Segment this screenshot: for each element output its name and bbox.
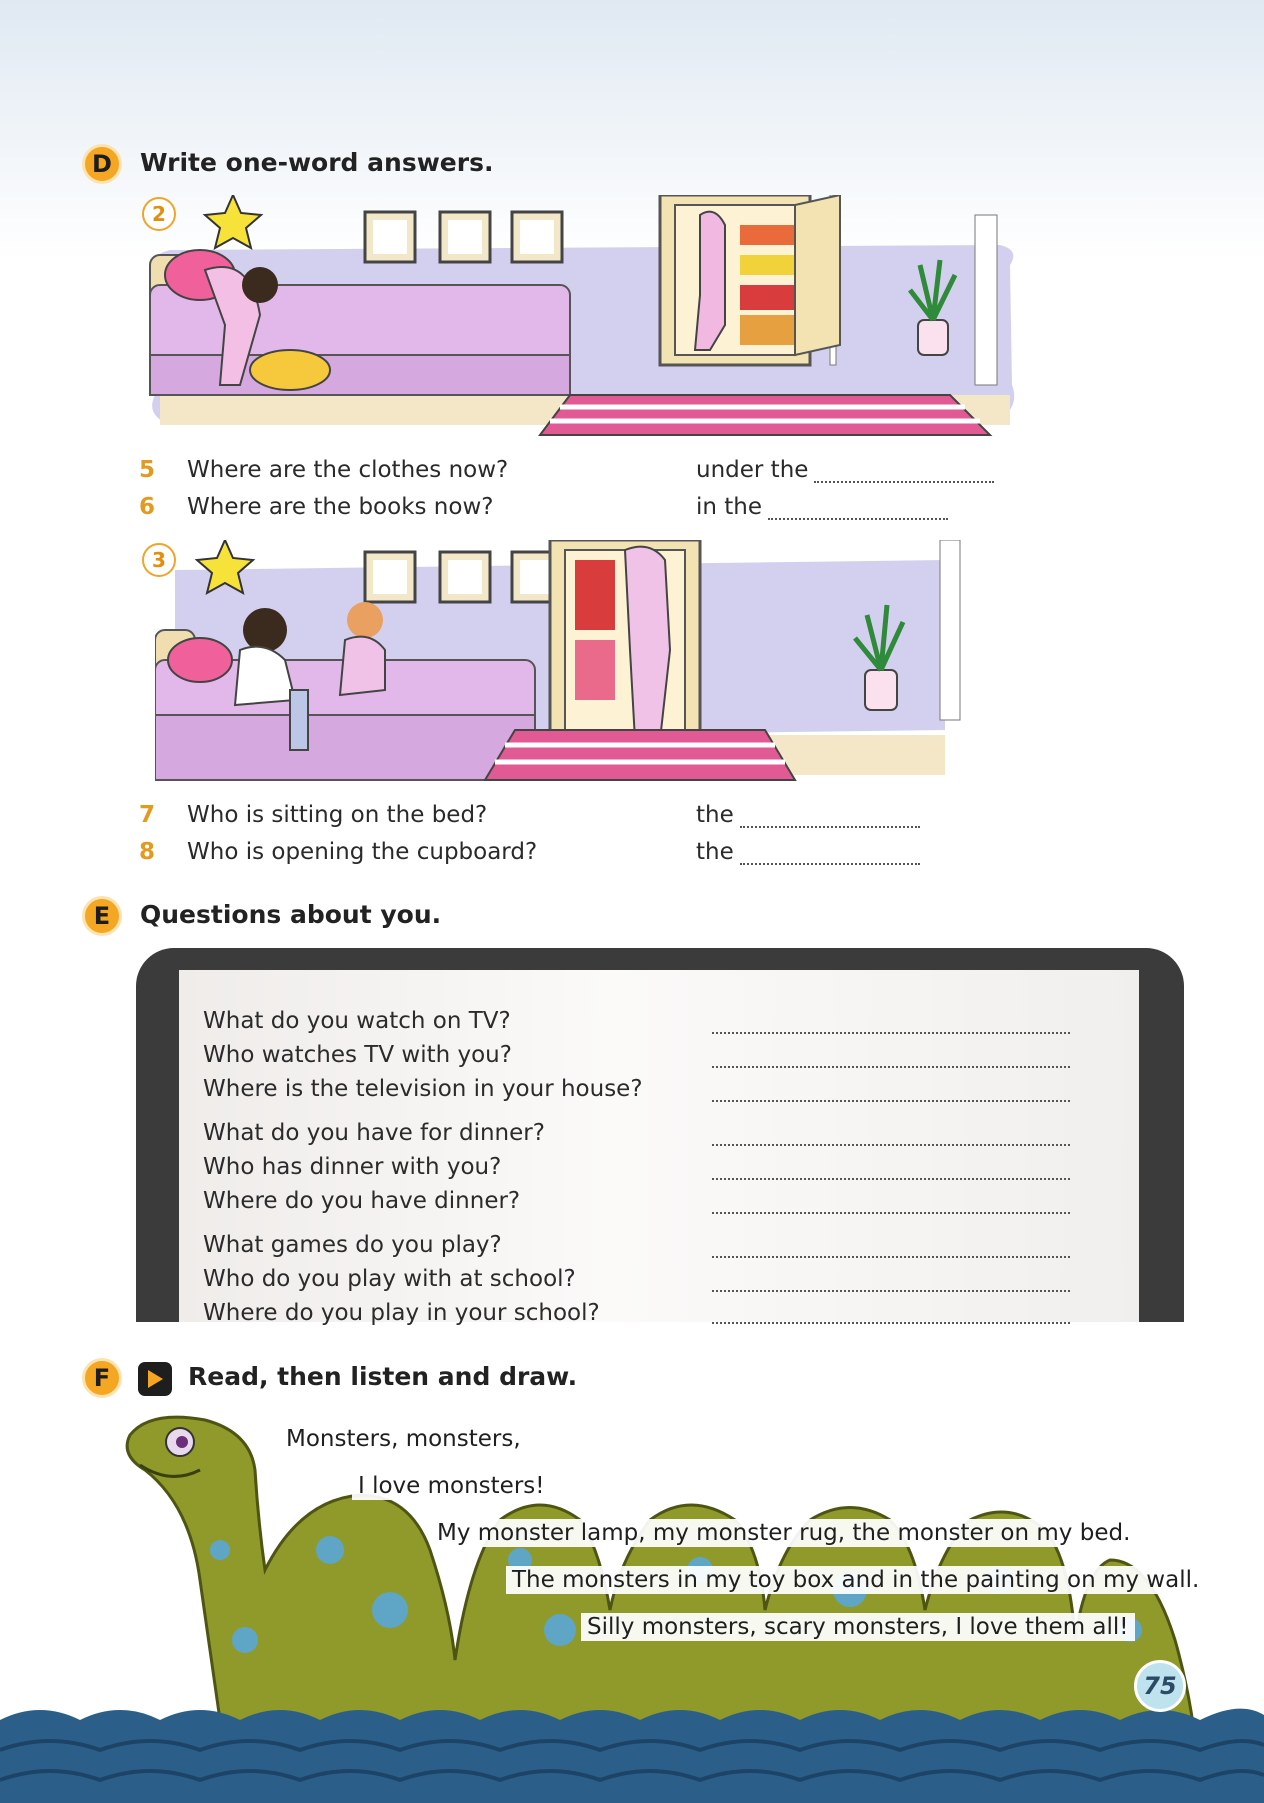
poem-line: Silly monsters, scary monsters, I love them all! xyxy=(581,1613,1135,1641)
question-text: Where do you have dinner? xyxy=(203,1188,521,1214)
section-f-badge: F xyxy=(82,1358,122,1398)
question-text: Who is opening the cupboard? xyxy=(187,839,538,865)
sea-monster-illustration xyxy=(0,1410,1264,1803)
question-text: What do you watch on TV? xyxy=(203,1008,511,1034)
section-e-badge: E xyxy=(82,896,122,936)
answer-line[interactable] xyxy=(712,1032,1070,1034)
tv-screen xyxy=(179,970,1139,1326)
question-number: 5 xyxy=(139,457,156,483)
answer-field[interactable] xyxy=(696,457,994,483)
question-text: Where are the clothes now? xyxy=(187,457,509,483)
picture-number-2: 2 xyxy=(142,197,176,231)
bedroom-scene-2 xyxy=(155,540,965,790)
answer-line[interactable] xyxy=(712,1066,1070,1068)
question-row xyxy=(0,802,1264,832)
page-number: 75 xyxy=(1134,1660,1186,1712)
star-icon xyxy=(205,195,261,248)
question-row xyxy=(0,839,1264,869)
question-text: What do you have for dinner? xyxy=(203,1120,545,1146)
poem-line: My monster lamp, my monster rug, the monster on my bed. xyxy=(431,1519,1136,1547)
section-f-title: Read, then listen and draw. xyxy=(188,1362,578,1391)
answer-prefix: the xyxy=(696,802,734,828)
section-e-title: Questions about you. xyxy=(140,900,442,929)
question-text: Who do you play with at school? xyxy=(203,1266,576,1292)
question-number: 6 xyxy=(139,494,156,520)
answer-line[interactable] xyxy=(712,1100,1070,1102)
picture-number-3: 3 xyxy=(142,543,176,577)
question-number: 8 xyxy=(139,839,156,865)
answer-line[interactable] xyxy=(712,1256,1070,1258)
question-text: Who has dinner with you? xyxy=(203,1154,502,1180)
answer-line[interactable] xyxy=(712,1178,1070,1180)
question-text: Where are the books now? xyxy=(187,494,494,520)
play-icon[interactable] xyxy=(138,1362,172,1396)
question-text: Who is sitting on the bed? xyxy=(187,802,488,828)
section-d-badge: D xyxy=(82,144,122,184)
question-text: Who watches TV with you? xyxy=(203,1042,512,1068)
poem-line: Monsters, monsters, xyxy=(280,1425,527,1453)
answer-line[interactable] xyxy=(712,1144,1070,1146)
question-number: 7 xyxy=(139,802,156,828)
question-row xyxy=(0,457,1264,487)
poem-line: I love monsters! xyxy=(352,1472,551,1500)
answer-field[interactable] xyxy=(696,839,920,865)
answer-field[interactable] xyxy=(696,494,948,520)
answer-line[interactable] xyxy=(712,1290,1070,1292)
question-text: What games do you play? xyxy=(203,1232,502,1258)
answer-line[interactable] xyxy=(712,1212,1070,1214)
answer-prefix: in the xyxy=(696,494,763,520)
tv-frame xyxy=(136,948,1184,1326)
question-text: Where do you play in your school? xyxy=(203,1300,600,1326)
section-d-title: Write one-word answers. xyxy=(140,148,494,177)
answer-prefix: the xyxy=(696,839,734,865)
question-text: Where is the television in your house? xyxy=(203,1076,643,1102)
answer-line[interactable] xyxy=(712,1322,1070,1324)
question-row xyxy=(0,494,1264,524)
bedroom-scene-1 xyxy=(140,195,1030,445)
answer-field[interactable] xyxy=(696,802,920,828)
poem-line: The monsters in my toy box and in the painting on my wall. xyxy=(506,1566,1205,1594)
answer-prefix: under the xyxy=(696,457,809,483)
